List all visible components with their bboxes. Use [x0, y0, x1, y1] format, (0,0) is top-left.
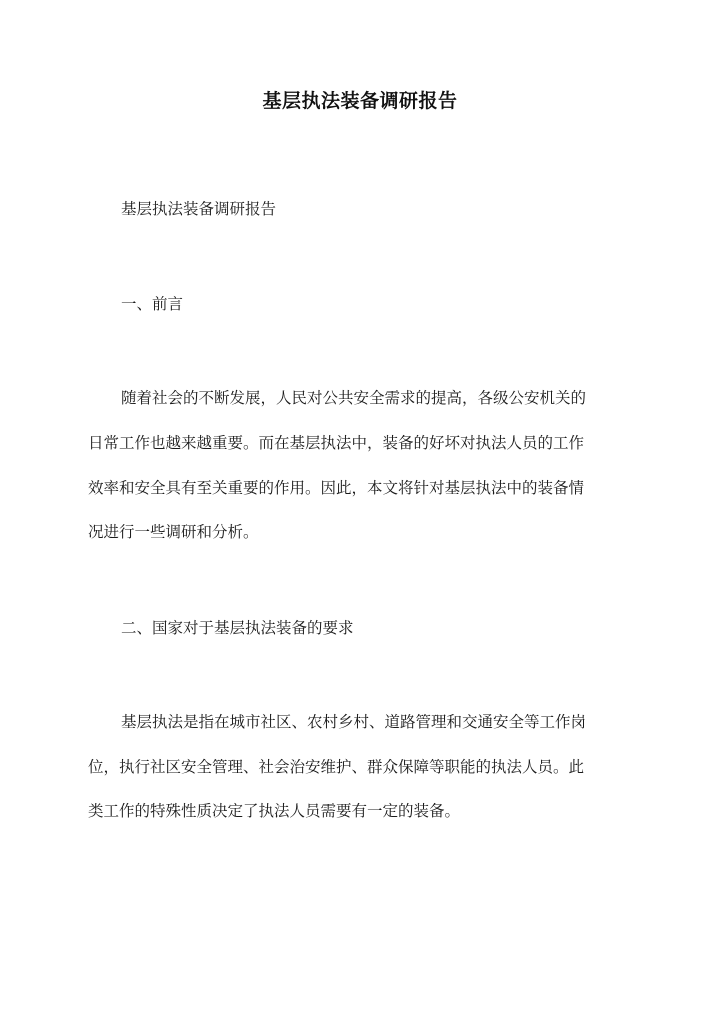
paragraph-line: 况进行一些调研和分析。: [88, 523, 259, 541]
section-heading-requirements: 二、国家对于基层执法装备的要求: [121, 619, 354, 637]
document-subtitle: 基层执法装备调研报告: [121, 200, 277, 218]
section-heading-preface: 一、前言: [121, 295, 184, 313]
paragraph-line: 类工作的特殊性质决定了执法人员需要有一定的装备。: [88, 802, 461, 820]
paragraph-line: 随着社会的不断发展，人民对公共安全需求的提高，各级公安机关的: [121, 389, 587, 407]
paragraph-line: 位，执行社区安全管理、社会治安维护、群众保障等职能的执法人员。此: [88, 758, 585, 776]
paragraph-line: 效率和安全具有至关重要的作用。因此，本文将针对基层执法中的装备情: [88, 479, 585, 497]
paragraph-line: 基层执法是指在城市社区、农村乡村、道路管理和交通安全等工作岗: [121, 713, 587, 731]
paragraph-line: 日常工作也越来越重要。而在基层执法中，装备的好坏对执法人员的工作: [88, 434, 585, 452]
document-title: 基层执法装备调研报告: [262, 90, 458, 112]
